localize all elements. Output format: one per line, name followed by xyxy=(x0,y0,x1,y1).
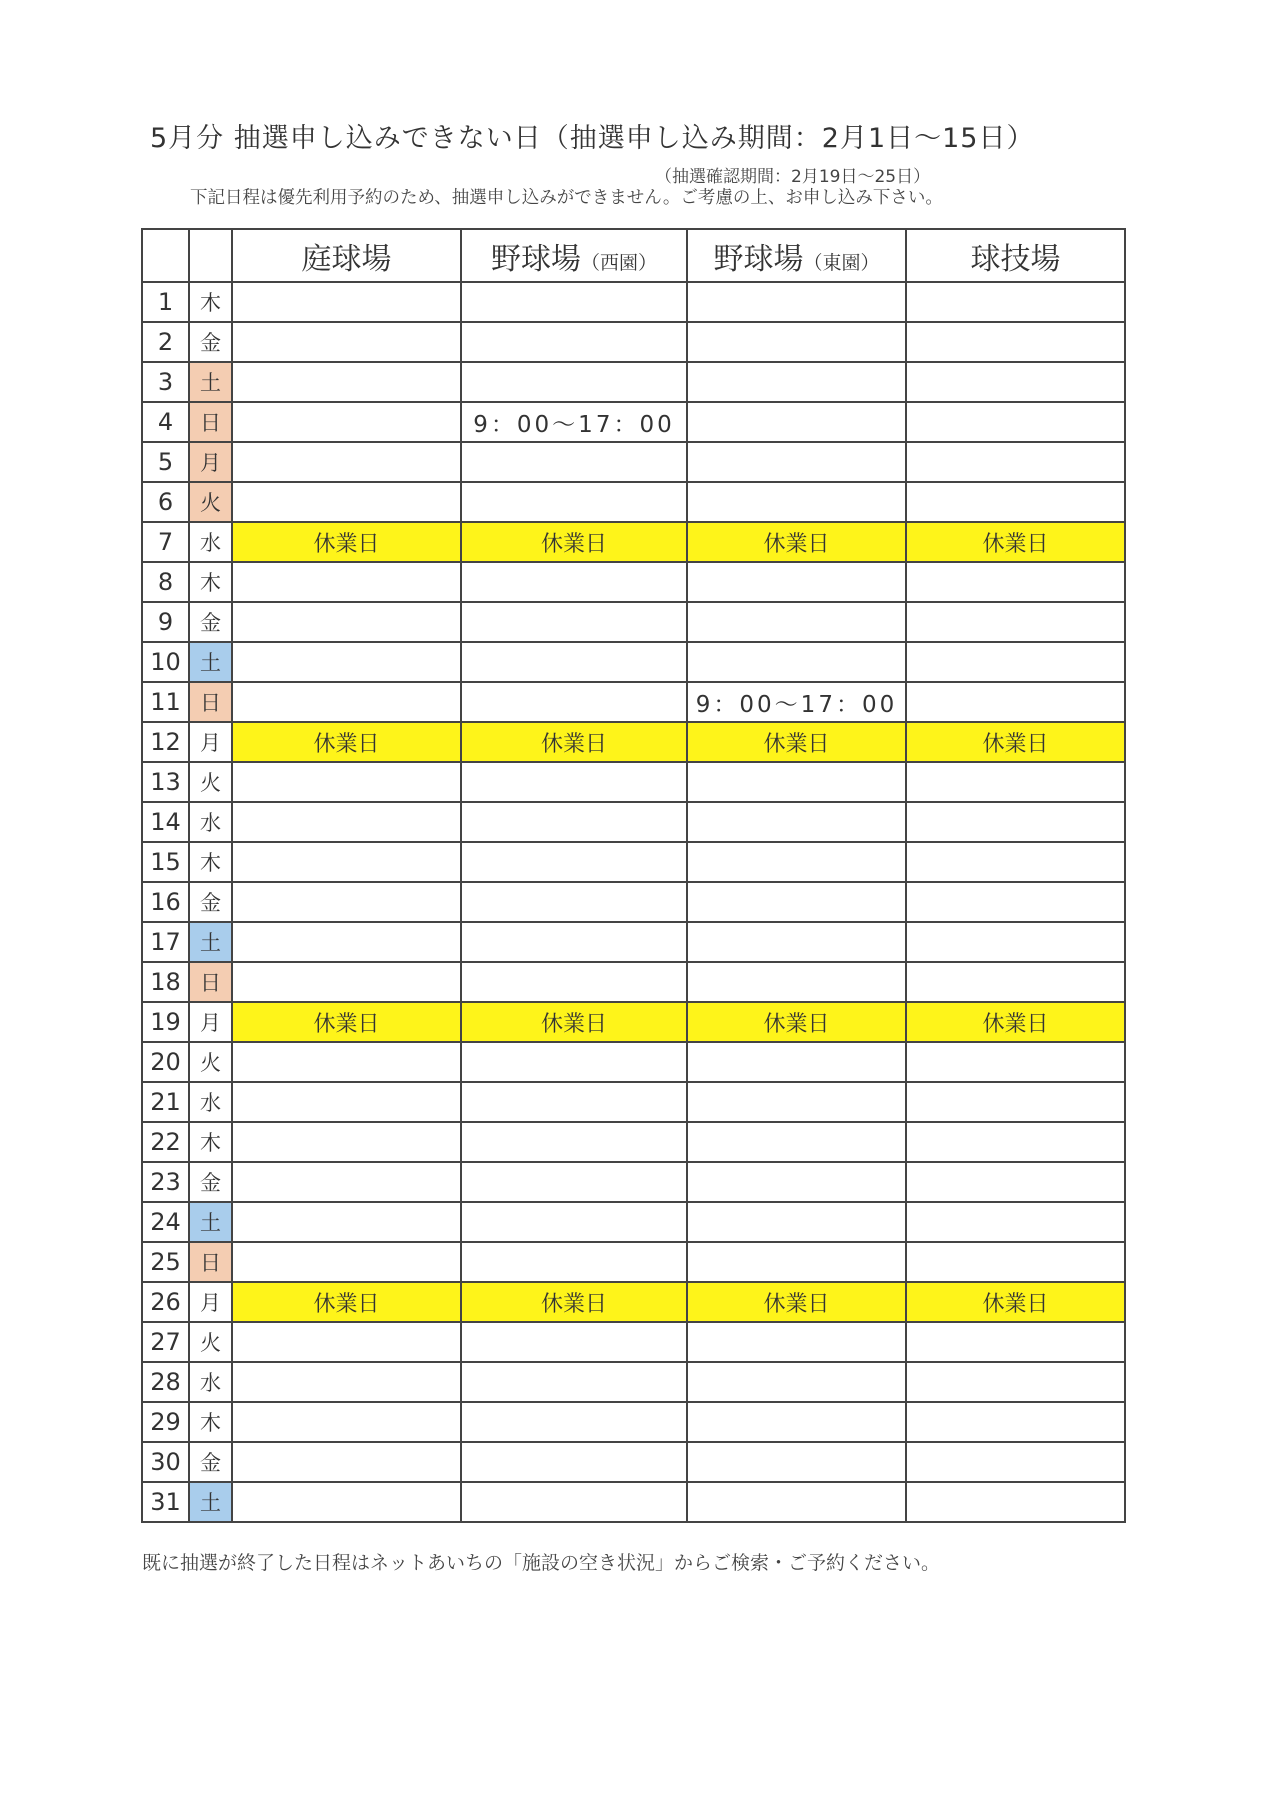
weekday: 金 xyxy=(189,1442,232,1482)
cell-baseball-west xyxy=(461,922,687,962)
cell-baseball-west xyxy=(461,602,687,642)
cell-baseball-west xyxy=(461,642,687,682)
cell-baseball-west xyxy=(461,1362,687,1402)
table-row xyxy=(142,1242,1125,1282)
cell-tennis-court xyxy=(232,1242,461,1282)
header-weekday xyxy=(189,229,232,282)
cell-ball-field xyxy=(906,1322,1125,1362)
cell-baseball-west xyxy=(461,1242,687,1282)
weekday: 火 xyxy=(189,1322,232,1362)
cell-baseball-east xyxy=(687,1042,906,1082)
cell-tennis-court: 休業日 xyxy=(232,1002,461,1042)
weekday: 土 xyxy=(189,1482,232,1522)
cell-baseball-east xyxy=(687,602,906,642)
cell-ball-field xyxy=(906,962,1125,1002)
cell-baseball-east xyxy=(687,1362,906,1402)
cell-baseball-west xyxy=(461,1122,687,1162)
cell-tennis-court xyxy=(232,482,461,522)
day-number: 20 xyxy=(142,1042,189,1082)
confirm-period: （抽選確認期間：2月19日～25日） xyxy=(655,167,931,187)
cell-baseball-east xyxy=(687,1122,906,1162)
cell-ball-field xyxy=(906,442,1125,482)
cell-ball-field xyxy=(906,1162,1125,1202)
day-number: 7 xyxy=(142,522,189,562)
table-row xyxy=(142,802,1125,842)
day-number: 11 xyxy=(142,682,189,722)
table-row xyxy=(142,762,1125,802)
cell-baseball-east xyxy=(687,1162,906,1202)
table-row xyxy=(142,1362,1125,1402)
cell-baseball-east xyxy=(687,482,906,522)
cell-ball-field xyxy=(906,1042,1125,1082)
day-number: 10 xyxy=(142,642,189,682)
cell-ball-field xyxy=(906,882,1125,922)
weekday: 木 xyxy=(189,842,232,882)
table-row xyxy=(142,602,1125,642)
cell-baseball-east xyxy=(687,1402,906,1442)
weekday: 月 xyxy=(189,1002,232,1042)
table-row xyxy=(142,402,1125,442)
cell-baseball-west: 9：00～17：00 xyxy=(461,402,687,442)
cell-baseball-west xyxy=(461,1322,687,1362)
table-row xyxy=(142,842,1125,882)
cell-baseball-east xyxy=(687,1242,906,1282)
cell-tennis-court xyxy=(232,1082,461,1122)
cell-tennis-court xyxy=(232,1042,461,1082)
page-title: 5月分 抽選申し込みできない日（抽選申し込み期間：2月1日～15日） xyxy=(150,123,1035,154)
header-day xyxy=(142,229,189,282)
day-number: 30 xyxy=(142,1442,189,1482)
weekday: 木 xyxy=(189,562,232,602)
cell-baseball-west xyxy=(461,482,687,522)
cell-baseball-east: 休業日 xyxy=(687,1002,906,1042)
cell-tennis-court xyxy=(232,842,461,882)
cell-baseball-west xyxy=(461,1482,687,1522)
cell-tennis-court xyxy=(232,642,461,682)
day-number: 14 xyxy=(142,802,189,842)
weekday: 日 xyxy=(189,682,232,722)
cell-baseball-west xyxy=(461,1202,687,1242)
cell-baseball-west xyxy=(461,842,687,882)
cell-tennis-court xyxy=(232,922,461,962)
cell-ball-field: 休業日 xyxy=(906,1002,1125,1042)
cell-ball-field xyxy=(906,1202,1125,1242)
cell-ball-field xyxy=(906,642,1125,682)
day-number: 5 xyxy=(142,442,189,482)
cell-baseball-east xyxy=(687,562,906,602)
weekday: 月 xyxy=(189,722,232,762)
table-row xyxy=(142,442,1125,482)
weekday: 日 xyxy=(189,402,232,442)
weekday: 日 xyxy=(189,1242,232,1282)
cell-baseball-west: 休業日 xyxy=(461,1282,687,1322)
table-row xyxy=(142,962,1125,1002)
weekday: 土 xyxy=(189,1202,232,1242)
day-number: 28 xyxy=(142,1362,189,1402)
table-row xyxy=(142,1402,1125,1442)
day-number: 3 xyxy=(142,362,189,402)
cell-tennis-court xyxy=(232,682,461,722)
weekday: 水 xyxy=(189,1082,232,1122)
cell-baseball-east xyxy=(687,882,906,922)
cell-baseball-east xyxy=(687,842,906,882)
table-row xyxy=(142,1082,1125,1122)
cell-ball-field xyxy=(906,922,1125,962)
cell-ball-field xyxy=(906,1082,1125,1122)
cell-tennis-court xyxy=(232,1362,461,1402)
cell-tennis-court xyxy=(232,602,461,642)
cell-tennis-court xyxy=(232,562,461,602)
cell-tennis-court xyxy=(232,1402,461,1442)
cell-baseball-west xyxy=(461,882,687,922)
cell-ball-field xyxy=(906,562,1125,602)
cell-baseball-west xyxy=(461,322,687,362)
cell-baseball-west xyxy=(461,362,687,402)
cell-baseball-east xyxy=(687,802,906,842)
table-row xyxy=(142,1482,1125,1522)
cell-baseball-east: 休業日 xyxy=(687,722,906,762)
cell-ball-field xyxy=(906,762,1125,802)
day-number: 29 xyxy=(142,1402,189,1442)
header-tennis-court: 庭球場 xyxy=(232,229,461,282)
weekday: 水 xyxy=(189,1362,232,1402)
table-row xyxy=(142,1002,1125,1042)
cell-baseball-east xyxy=(687,1482,906,1522)
cell-baseball-east: 9：00～17：00 xyxy=(687,682,906,722)
weekday: 火 xyxy=(189,762,232,802)
day-number: 26 xyxy=(142,1282,189,1322)
cell-ball-field: 休業日 xyxy=(906,1282,1125,1322)
cell-ball-field xyxy=(906,482,1125,522)
cell-ball-field xyxy=(906,842,1125,882)
cell-tennis-court xyxy=(232,1202,461,1242)
day-number: 19 xyxy=(142,1002,189,1042)
cell-tennis-court xyxy=(232,882,461,922)
table-row xyxy=(142,1442,1125,1482)
cell-ball-field xyxy=(906,602,1125,642)
cell-baseball-east xyxy=(687,282,906,322)
cell-tennis-court xyxy=(232,802,461,842)
weekday: 水 xyxy=(189,522,232,562)
day-number: 18 xyxy=(142,962,189,1002)
footer-note: 既に抽選が終了した日程はネットあいちの「施設の空き状況」からご検索・ご予約ください。 xyxy=(142,1552,941,1574)
table-row xyxy=(142,1162,1125,1202)
cell-tennis-court: 休業日 xyxy=(232,1282,461,1322)
weekday: 土 xyxy=(189,362,232,402)
day-number: 31 xyxy=(142,1482,189,1522)
weekday: 火 xyxy=(189,482,232,522)
cell-baseball-west: 休業日 xyxy=(461,1002,687,1042)
weekday: 金 xyxy=(189,602,232,642)
cell-baseball-east xyxy=(687,1442,906,1482)
cell-baseball-west xyxy=(461,1442,687,1482)
day-number: 23 xyxy=(142,1162,189,1202)
schedule-table xyxy=(141,228,1126,1523)
cell-tennis-court xyxy=(232,402,461,442)
cell-tennis-court: 休業日 xyxy=(232,522,461,562)
cell-baseball-west xyxy=(461,962,687,1002)
day-number: 6 xyxy=(142,482,189,522)
day-number: 9 xyxy=(142,602,189,642)
weekday: 木 xyxy=(189,282,232,322)
table-row xyxy=(142,882,1125,922)
cell-tennis-court xyxy=(232,1442,461,1482)
table-row xyxy=(142,722,1125,762)
day-number: 24 xyxy=(142,1202,189,1242)
cell-tennis-court xyxy=(232,322,461,362)
cell-tennis-court xyxy=(232,1322,461,1362)
day-number: 15 xyxy=(142,842,189,882)
cell-baseball-east xyxy=(687,362,906,402)
cell-baseball-east xyxy=(687,642,906,682)
cell-tennis-court xyxy=(232,1482,461,1522)
table-row xyxy=(142,682,1125,722)
cell-baseball-west xyxy=(461,682,687,722)
cell-ball-field xyxy=(906,322,1125,362)
cell-ball-field xyxy=(906,402,1125,442)
cell-baseball-west xyxy=(461,1082,687,1122)
table-row xyxy=(142,922,1125,962)
weekday: 金 xyxy=(189,882,232,922)
day-number: 22 xyxy=(142,1122,189,1162)
cell-baseball-east xyxy=(687,402,906,442)
cell-ball-field xyxy=(906,362,1125,402)
table-row xyxy=(142,562,1125,602)
header-ball-field: 球技場 xyxy=(906,229,1125,282)
cell-ball-field: 休業日 xyxy=(906,522,1125,562)
table-row xyxy=(142,362,1125,402)
cell-baseball-east xyxy=(687,442,906,482)
cell-baseball-west xyxy=(461,562,687,602)
day-number: 13 xyxy=(142,762,189,802)
cell-tennis-court xyxy=(232,362,461,402)
weekday: 土 xyxy=(189,642,232,682)
cell-baseball-west: 休業日 xyxy=(461,722,687,762)
day-number: 16 xyxy=(142,882,189,922)
header-baseball-west: 野球場（西園） xyxy=(461,229,687,282)
table-row xyxy=(142,1282,1125,1322)
weekday: 木 xyxy=(189,1122,232,1162)
cell-baseball-east xyxy=(687,762,906,802)
table-row xyxy=(142,1202,1125,1242)
day-number: 12 xyxy=(142,722,189,762)
weekday: 金 xyxy=(189,322,232,362)
day-number: 2 xyxy=(142,322,189,362)
cell-ball-field xyxy=(906,1482,1125,1522)
weekday: 金 xyxy=(189,1162,232,1202)
cell-baseball-east xyxy=(687,1322,906,1362)
table-row xyxy=(142,522,1125,562)
table-row xyxy=(142,482,1125,522)
cell-baseball-west xyxy=(461,282,687,322)
weekday: 日 xyxy=(189,962,232,1002)
notice-text: 下記日程は優先利用予約のため、抽選申し込みができません。ご考慮の上、お申し込み下さい。 xyxy=(190,188,943,208)
cell-tennis-court xyxy=(232,762,461,802)
cell-tennis-court xyxy=(232,962,461,1002)
cell-baseball-west xyxy=(461,442,687,482)
day-number: 25 xyxy=(142,1242,189,1282)
weekday: 火 xyxy=(189,1042,232,1082)
cell-baseball-east: 休業日 xyxy=(687,522,906,562)
table-row xyxy=(142,1122,1125,1162)
cell-baseball-east xyxy=(687,1082,906,1122)
table-row xyxy=(142,642,1125,682)
cell-tennis-court xyxy=(232,1122,461,1162)
weekday: 水 xyxy=(189,802,232,842)
header-baseball-east: 野球場（東園） xyxy=(687,229,906,282)
cell-baseball-east xyxy=(687,322,906,362)
cell-ball-field xyxy=(906,1402,1125,1442)
cell-baseball-east xyxy=(687,962,906,1002)
cell-ball-field xyxy=(906,282,1125,322)
cell-baseball-west: 休業日 xyxy=(461,522,687,562)
cell-tennis-court xyxy=(232,1162,461,1202)
cell-baseball-west xyxy=(461,1162,687,1202)
cell-baseball-east xyxy=(687,922,906,962)
cell-ball-field xyxy=(906,1362,1125,1402)
cell-ball-field xyxy=(906,1122,1125,1162)
table-header-row xyxy=(142,229,1125,282)
cell-tennis-court xyxy=(232,442,461,482)
cell-baseball-west xyxy=(461,762,687,802)
weekday: 月 xyxy=(189,1282,232,1322)
cell-baseball-west xyxy=(461,802,687,842)
cell-baseball-west xyxy=(461,1042,687,1082)
cell-ball-field: 休業日 xyxy=(906,722,1125,762)
table-row xyxy=(142,1042,1125,1082)
day-number: 27 xyxy=(142,1322,189,1362)
weekday: 土 xyxy=(189,922,232,962)
cell-baseball-east xyxy=(687,1202,906,1242)
day-number: 21 xyxy=(142,1082,189,1122)
cell-baseball-west xyxy=(461,1402,687,1442)
table-row xyxy=(142,1322,1125,1362)
day-number: 8 xyxy=(142,562,189,602)
cell-tennis-court: 休業日 xyxy=(232,722,461,762)
cell-ball-field xyxy=(906,1242,1125,1282)
day-number: 1 xyxy=(142,282,189,322)
weekday: 月 xyxy=(189,442,232,482)
cell-baseball-east: 休業日 xyxy=(687,1282,906,1322)
cell-ball-field xyxy=(906,682,1125,722)
table-row xyxy=(142,322,1125,362)
cell-ball-field xyxy=(906,1442,1125,1482)
table-row xyxy=(142,282,1125,322)
day-number: 4 xyxy=(142,402,189,442)
cell-ball-field xyxy=(906,802,1125,842)
cell-tennis-court xyxy=(232,282,461,322)
weekday: 木 xyxy=(189,1402,232,1442)
day-number: 17 xyxy=(142,922,189,962)
